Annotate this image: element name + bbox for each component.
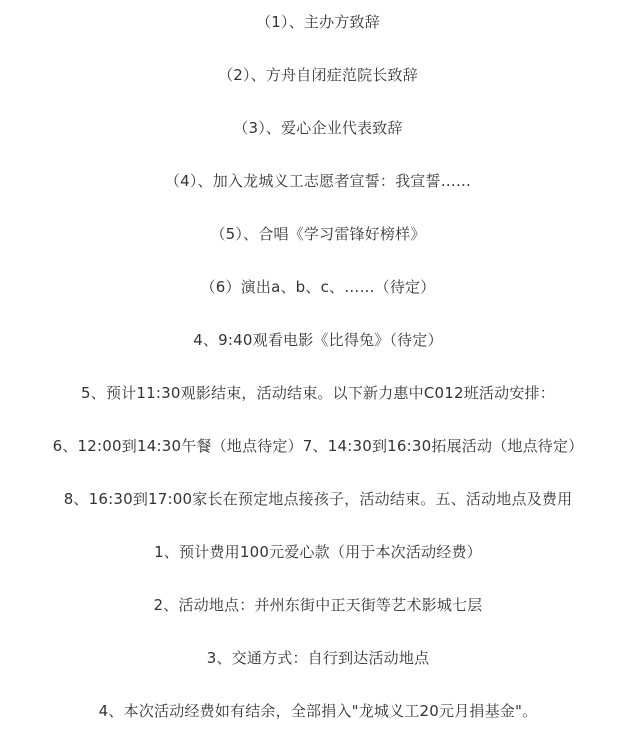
doc-line-3: （3）、爱心企业代表致辞 <box>233 119 403 137</box>
doc-line-7: 4、9:40观看电影《比得兔》（待定） <box>193 331 443 349</box>
doc-line-14: 4、本次活动经费如有结余，全部捐入"龙城义工20元月捐基金"。 <box>98 702 538 720</box>
doc-line-2: （2）、方舟自闭症范院长致辞 <box>218 66 418 84</box>
doc-line-11: 1、预计费用100元爱心款（用于本次活动经费） <box>154 543 482 561</box>
doc-line-6: （6）演出a、b、c、……（待定） <box>200 278 436 296</box>
doc-line-9: 6、12:00到14:30午餐（地点待定）7、14:30到16:30拓展活动（地点待定） <box>52 437 584 455</box>
doc-line-5: （5）、合唱《学习雷锋好榜样》 <box>210 225 426 243</box>
doc-line-10: 8、16:30到17:00家长在预定地点接孩子，活动结束。五、活动地点及费用 <box>63 490 573 508</box>
doc-line-13: 3、交通方式：自行到达活动地点 <box>206 649 430 667</box>
doc-line-12: 2、活动地点：并州东街中正天街等艺术影城七层 <box>153 596 483 614</box>
doc-line-4: （4）、加入龙城义工志愿者宣誓：我宣誓…… <box>164 172 472 190</box>
doc-line-8: 5、预计11:30观影结束，活动结束。以下新力惠中C012班活动安排： <box>81 384 555 402</box>
doc-line-1: （1）、主办方致辞 <box>256 13 380 31</box>
